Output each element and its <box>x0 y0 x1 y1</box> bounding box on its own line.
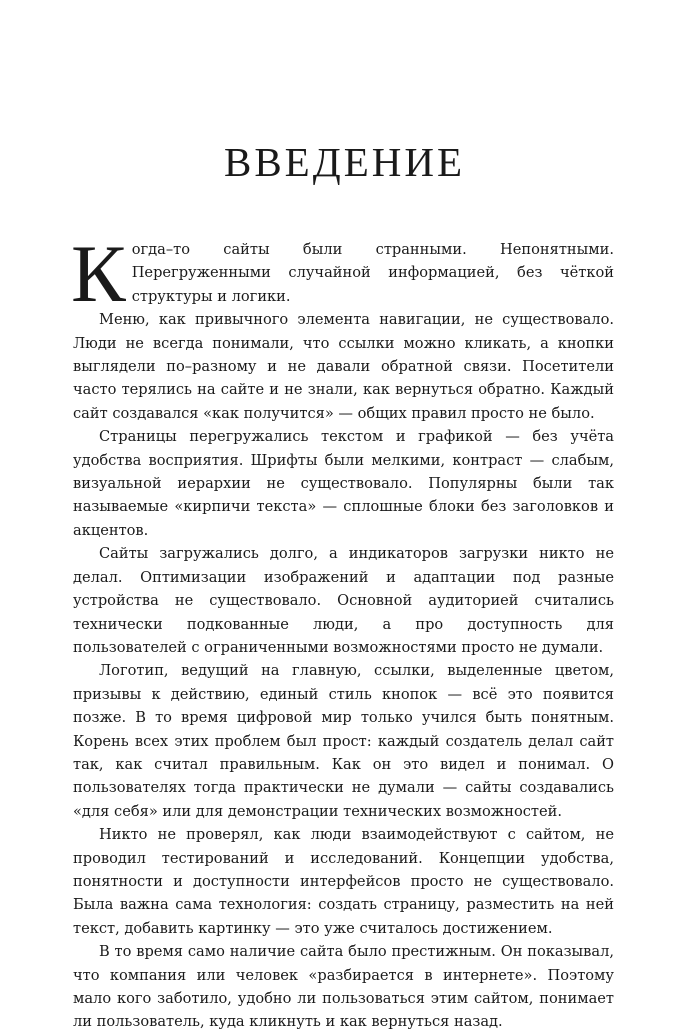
drop-cap: К <box>71 228 126 319</box>
paragraph-2: Меню, как привычного элемента навигации, не существовало. Люди не всегда понимали, что ссылки можно кликать, а кнопки выглядели по–разному и не давали обратной связи. Посетители часто терялись на сайте и не знали, как вернуться обратно. Каждый сайт создавался «как получится» — общих правил просто не было. <box>73 311 614 422</box>
paragraph-3: Страницы перегружались текстом и графикой — без учёта удобства восприятия. Шрифты были мелкими, контраст — слабым, визуальной иерархии не существовало. Популярны были так называемые «кирпичи текста» — сплошные блоки без заголовков и акцентов. <box>73 428 614 539</box>
paragraph-7: В то время само наличие сайта было престижным. Он показывал, что компания или человек «разбирается в интернете». Поэтому мало кого заботило, удобно ли пользоваться этим сайтом, понимает ли пользователь, куда кликнуть и как вернуться назад. <box>73 943 614 1031</box>
chapter-body <box>71 228 614 1034</box>
paragraph-1-text: огда–то сайты были странными. Непонятными. Перегруженными случайной информацией, без чёткой структуры и логики. <box>131 241 614 305</box>
paragraph-1 <box>71 228 614 319</box>
paragraph-5: Логотип, ведущий на главную, ссылки, выделенные цветом, призывы к действию, единый стиль кнопок — всё это появится позже. В то время цифровой мир только учился быть понятным. Корень всех этих проблем был прост: каждый создатель делал сайт так, как считал правильным. Как он это видел и понимал. О пользователях тогда практически не думали — сайты создавались «для себя» или для демонстрации технических возможностей. <box>73 662 614 820</box>
chapter-title: ВВЕДЕНИЕ <box>223 139 465 185</box>
paragraph-6: Никто не проверял, как люди взаимодействуют с сайтом, не проводил тестирований и исследований. Концепции удобства, понятности и доступности интерфейсов просто не существовало. Была важна сама технология: создать страницу, разместить на ней текст, добавить картинку — это уже считалось достижением. <box>73 826 614 937</box>
paragraph-4: Сайты загружались долго, а индикаторов загрузки никто не делал. Оптимизации изображений и адаптации под разные устройства не существовало. Основной аудиторией считались технически подкованные люди, а про доступность для пользователей с ограниченными возможностями просто не думали. <box>73 545 614 656</box>
